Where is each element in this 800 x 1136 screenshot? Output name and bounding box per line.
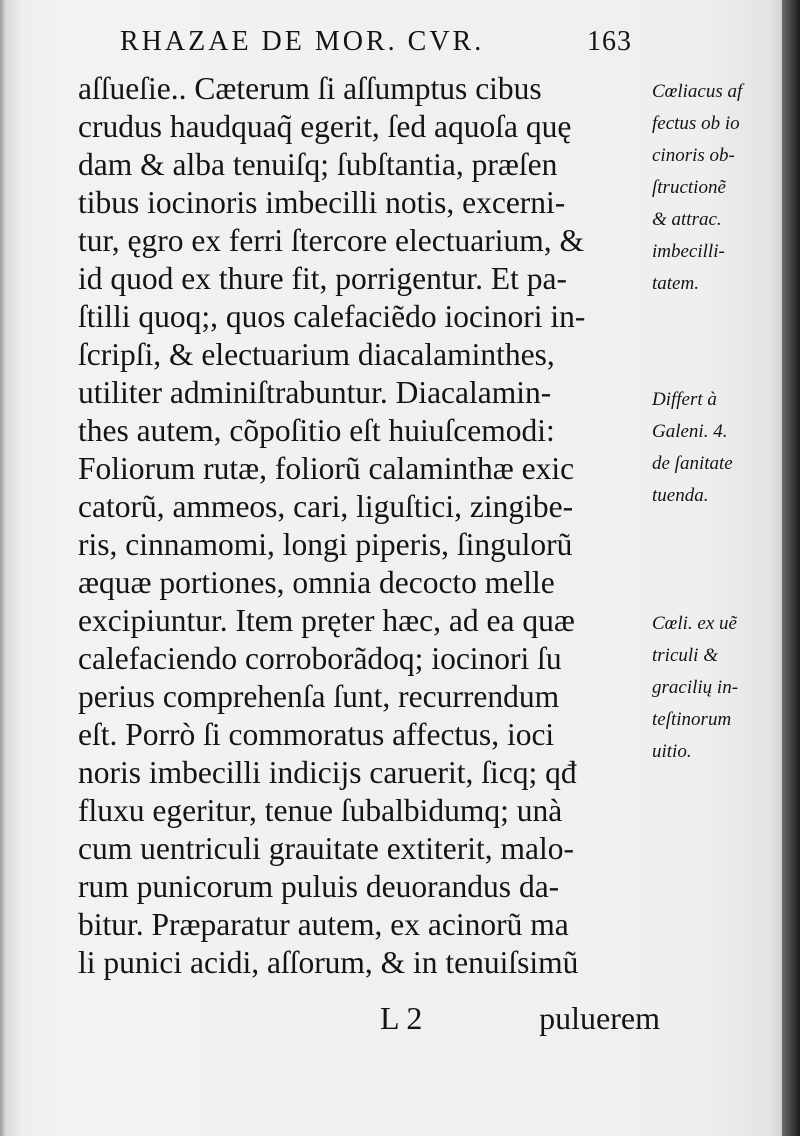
text-line: fluxu egeritur, tenue ſubalbidumq; unà <box>78 793 563 828</box>
text-line: cum uentriculi grauitate extiterit, malo- <box>78 831 574 866</box>
margin-note-differt <box>652 384 782 512</box>
running-header <box>120 26 640 58</box>
catchword: puluerem <box>539 1000 660 1036</box>
margin-note-line: tatem. <box>652 273 699 294</box>
text-line: li punici acidi, aſſorum, & in tenuiſsimũ <box>78 945 579 980</box>
page-gutter-shadow <box>0 0 6 1136</box>
text-line: bitur. Præparatur autem, ex acinorũ ma <box>78 907 569 942</box>
margin-note-line: ſtructionẽ <box>652 177 726 198</box>
text-line: excipiuntur. Item pręter hæc, ad ea quæ <box>78 603 575 638</box>
book-edge-shadow <box>782 0 800 1136</box>
page-number: 163 <box>587 26 632 57</box>
text-line: noris imbecilli indicijs caruerit, ſicq; qđ <box>78 755 577 790</box>
text-line: ſtilli quoq;, quos calefaciẽdo iocinori in- <box>78 299 586 334</box>
text-line: ris, cinnamomi, longi piperis, ſingulorũ <box>78 527 573 562</box>
margin-note-line: imbecilli- <box>652 241 725 262</box>
text-line: ſcripſi, & electuarium diacalaminthes, <box>78 337 555 372</box>
main-text-block <box>78 70 648 982</box>
margin-note-line: teſtinorum <box>652 709 732 730</box>
text-line: id quod ex thure fit, porrigentur. Et pa- <box>78 261 568 296</box>
margin-note-line: Cœli. ex uẽ <box>652 613 737 634</box>
margin-note-line: de ſanitate <box>652 453 733 474</box>
margin-note-coeli <box>652 608 782 768</box>
margin-note-line: fectus ob io <box>652 113 740 134</box>
text-line: rum punicorum puluis deuorandus da- <box>78 869 560 904</box>
margin-note-line: Galeni. 4. <box>652 421 728 442</box>
margin-note-line: Cœliacus af <box>652 81 743 102</box>
margin-note-line: gracilių in- <box>652 677 739 698</box>
text-line: thes autem, cõpoſitio eſt huiuſcemodi: <box>78 413 555 448</box>
margin-note-line: tuenda. <box>652 485 709 506</box>
margin-note-line: cinoris ob- <box>652 145 735 166</box>
signature-mark: L 2 <box>380 1000 423 1036</box>
margin-note-line: & attrac. <box>652 209 722 230</box>
margin-note-coeliacus <box>652 76 782 300</box>
text-line: catorũ, ammeos, cari, liguſtici, zingibe- <box>78 489 574 524</box>
text-line: calefaciendo corroborãdoq; iocinori ſu <box>78 641 562 676</box>
margin-note-line: uitio. <box>652 741 692 762</box>
running-title: RHAZAE DE MOR. CVR. <box>120 26 485 57</box>
text-line: crudus haudquaq̃ egerit, ſed aquoſa quę <box>78 109 572 144</box>
text-line: Foliorum rutæ, foliorũ calaminthæ exic <box>78 451 575 486</box>
text-line: perius comprehenſa ſunt, recurrendum <box>78 679 560 714</box>
text-line: tur, ęgro ex ferri ſtercore electuarium, & <box>78 223 584 258</box>
text-line: aſſueſie.. Cæterum ſi aſſumptus cibus <box>78 71 542 106</box>
margin-note-line: Differt à <box>652 389 717 410</box>
text-line: æquæ portiones, omnia decocto melle <box>78 565 555 600</box>
margin-note-line: triculi & <box>652 645 718 666</box>
text-line: utiliter adminiſtrabuntur. Diacalamin- <box>78 375 552 410</box>
text-line: dam & alba tenuiſq; ſubſtantia, præſen <box>78 147 558 182</box>
text-line: tibus iocinoris imbecilli notis, excerni- <box>78 185 566 220</box>
text-line: eſt. Porrò ſi commoratus affectus, ioci <box>78 717 555 752</box>
